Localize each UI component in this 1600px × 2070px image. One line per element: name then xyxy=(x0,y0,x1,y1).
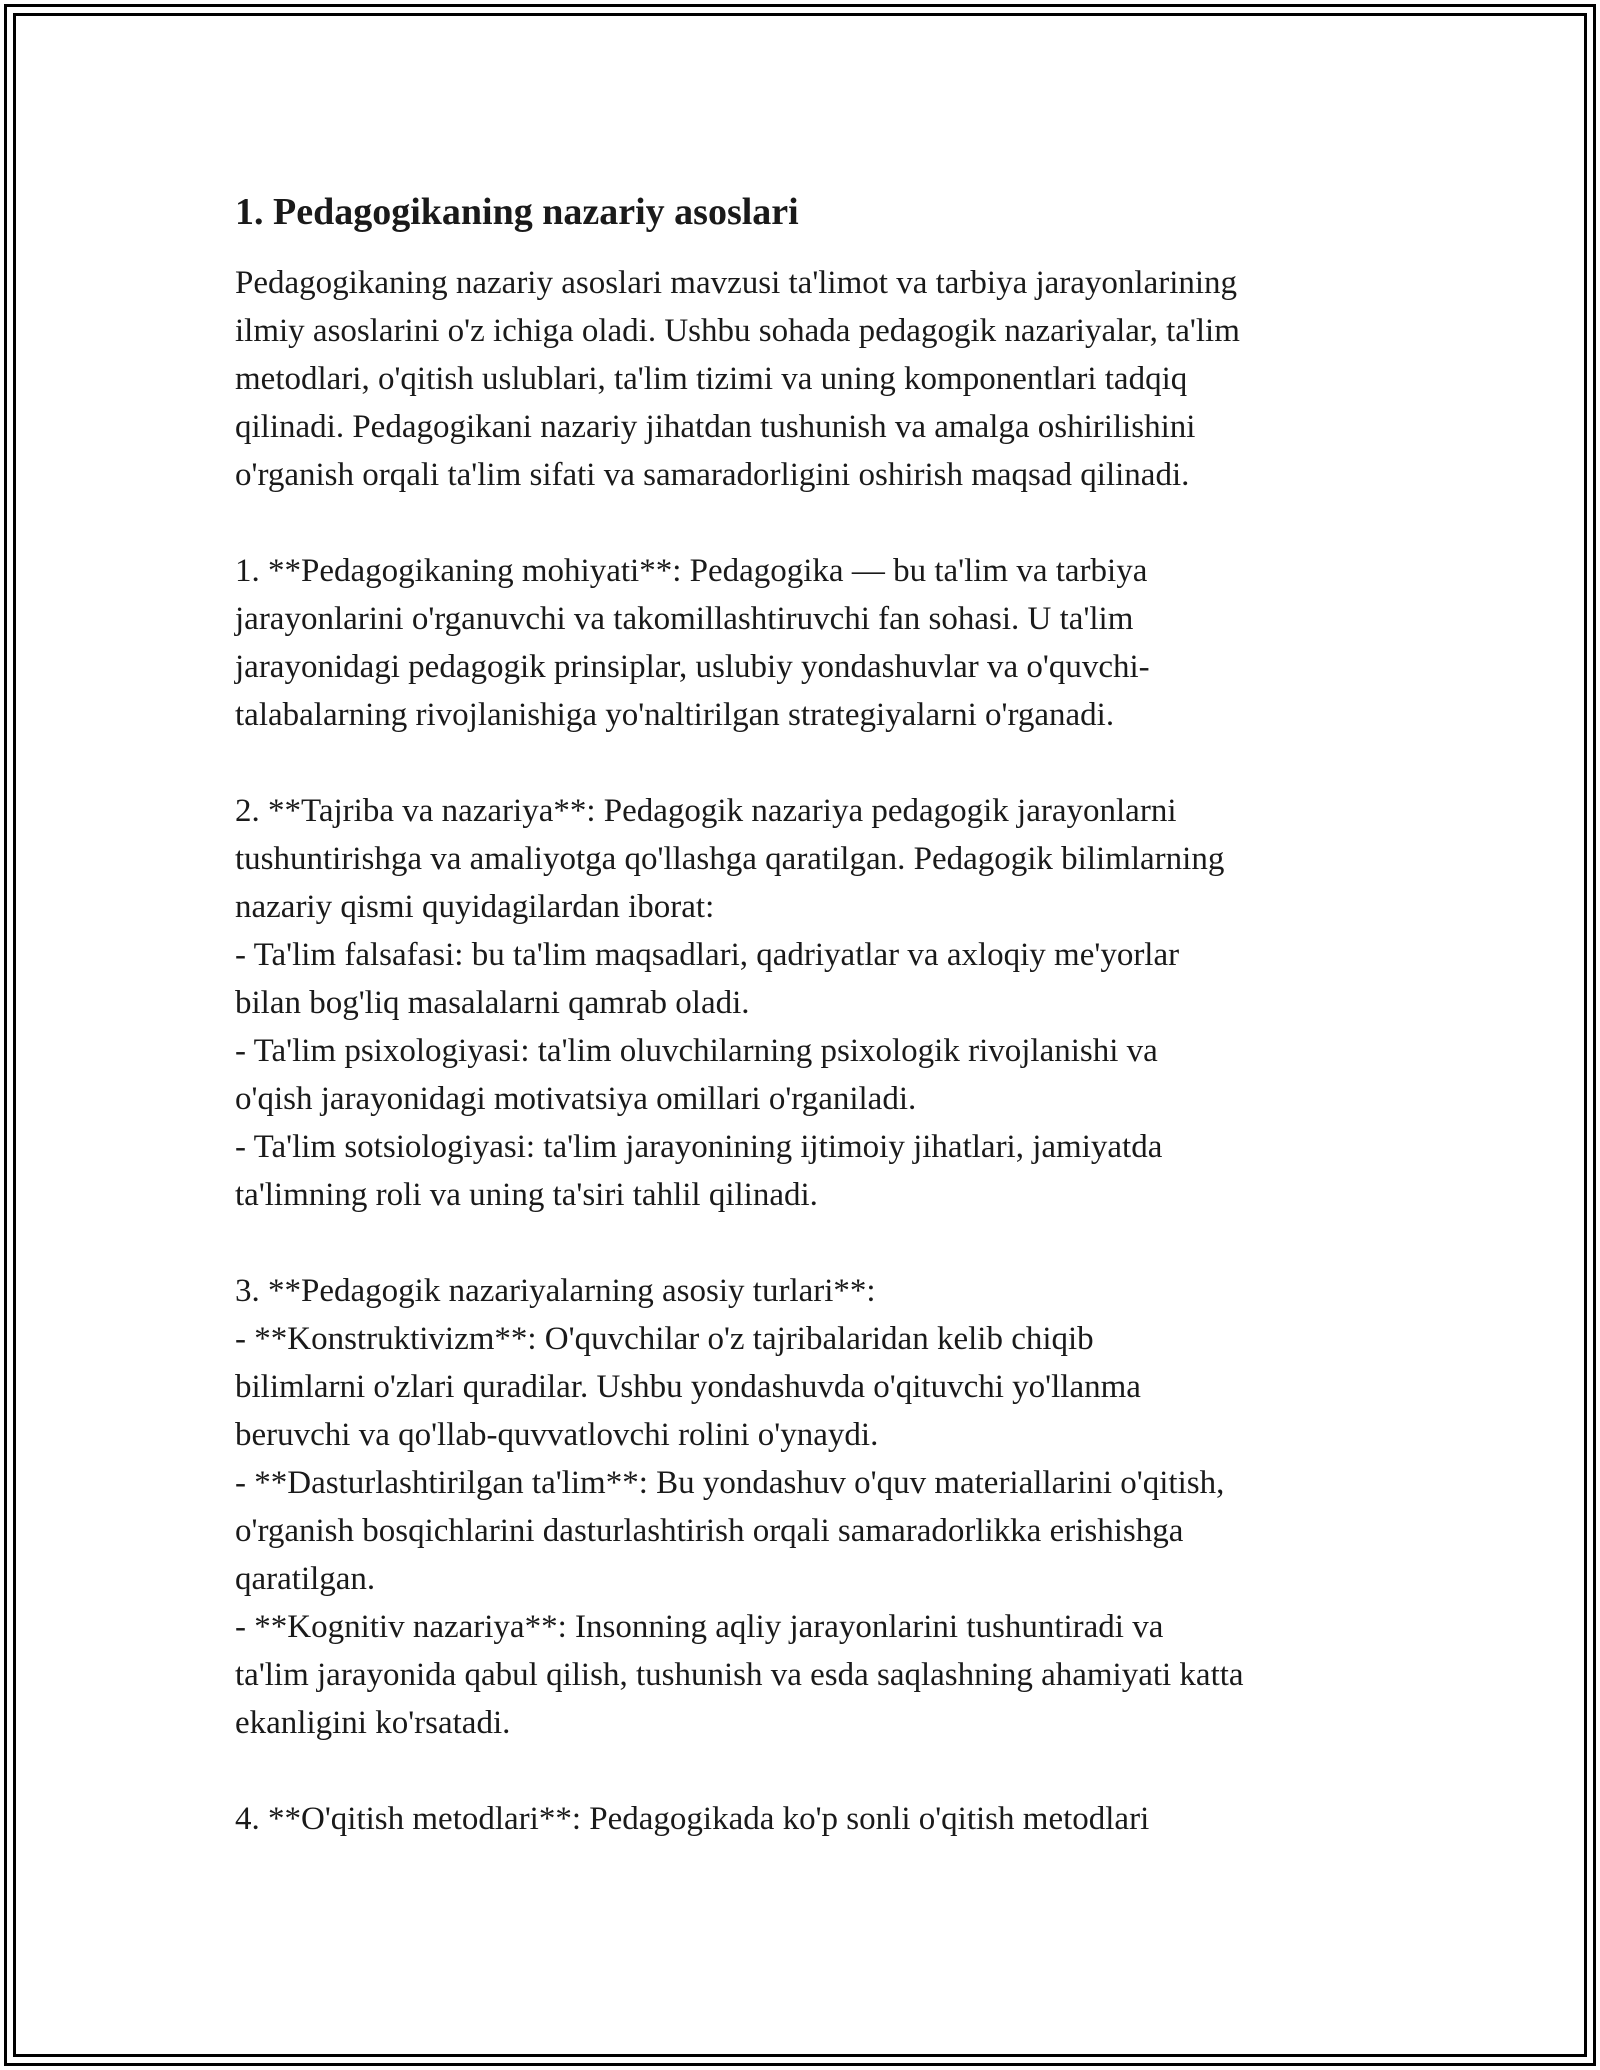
paragraph-gap xyxy=(235,1219,1375,1267)
section-2-paragraph: 2. **Tajriba va nazariya**: Pedagogik nazariya pedagogik jarayonlarni tushuntirishga va amaliyotga qo'llashga qaratilgan. Pedagogik bilimlarning nazariy qismi quyidagilardan iborat: - Ta'lim falsafasi: bu ta'lim maqsadlari, qadriyatlar va axloqiy me'yorlar bilan bog'liq masalalarni qamrab oladi. - Ta'lim psixologiyasi: ta'lim oluvchilarning psixologik rivojlanishi va o'qish jarayonidagi motivatsiya omillari o'rganiladi. - Ta'lim sotsiologiyasi: ta'lim jarayonining ijtimoiy jihatlari, jamiyatda ta'limning roli va uning ta'siri tahlil qilinadi. xyxy=(235,793,1225,1213)
section-1-paragraph: 1. **Pedagogikaning mohiyati**: Pedagogika — bu ta'lim va tarbiya jarayonlarini o'rganuvchi va takomillashtiruvchi fan sohasi. U ta'lim jarayonidagi pedagogik prinsiplar, uslubiy yondashuvlar va o'quvchi- talabalarning rivojlanishiga yo'naltirilgan strategiyalarni o'rganadi. xyxy=(235,553,1150,733)
paragraph-gap xyxy=(235,499,1375,547)
paragraph-gap xyxy=(235,739,1375,787)
paragraph-gap xyxy=(235,1747,1375,1795)
intro-paragraph: Pedagogikaning nazariy asoslari mavzusi ta'limot va tarbiya jarayonlarining ilmiy asoslarini o'z ichiga oladi. Ushbu sohada pedagogik nazariyalar, ta'lim metodlari, o'qitish uslublari, ta'lim tizimi va uning komponentlari tadqiq qilinadi. Pedagogikani nazariy jihatdan tushunish va amalga oshirilishini o'rganish orqali ta'lim sifati va samaradorligini oshirish maqsad qilinadi. xyxy=(235,265,1240,493)
document-title: 1. Pedagogikaning nazariy asoslari xyxy=(235,191,799,233)
section-4-paragraph: 4. **O'qitish metodlari**: Pedagogikada ko'p sonli o'qitish metodlari xyxy=(235,1801,1150,1837)
document-body xyxy=(235,185,1375,1843)
section-3-paragraph: 3. **Pedagogik nazariyalarning asosiy turlari**: - **Konstruktivizm**: O'quvchilar o'z tajribalaridan kelib chiqib bilimlarni o'zlari quradilar. Ushbu yondashuvda o'qituvchi yo'llanma beruvchi va qo'llab-quvvatlovchi rolini o'ynaydi. - **Dasturlashtirilgan ta'lim**: Bu yondashuv o'quv materiallarini o'qitish, o'rganish bosqichlarini dasturlashtirish orqali samaradorlikka erishishga qaratilgan. - **Kognitiv nazariya**: Insonning aqliy jarayonlarini tushuntiradi va ta'lim jarayonida qabul qilish, tushunish va esda saqlashning ahamiyati katta ekanligini ko'rsatadi. xyxy=(235,1273,1244,1741)
